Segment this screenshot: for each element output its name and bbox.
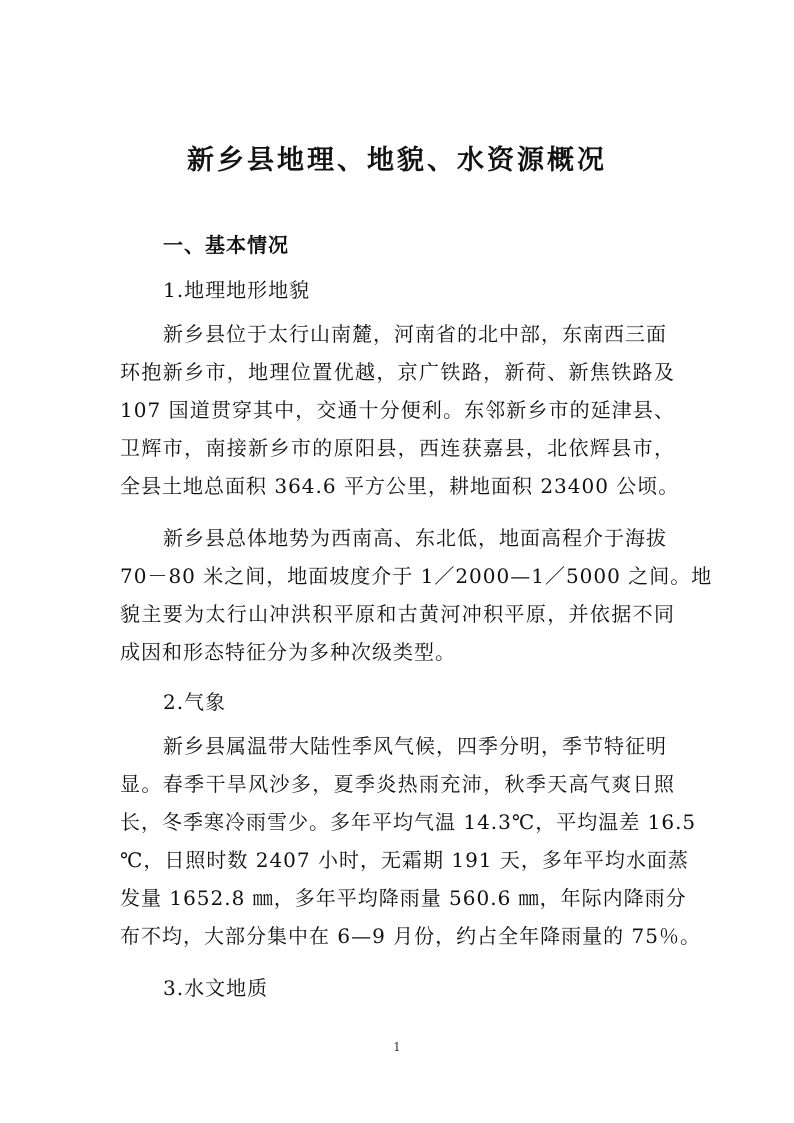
paragraph-line: 貌主要为太行山冲洪积平原和古黄河冲积平原，并依据不同: [120, 602, 675, 626]
document-title: 新乡县地理、地貌、水资源概况: [187, 145, 607, 176]
paragraph-line: 显。春季干旱风沙多，夏季炎热雨充沛，秋季天高气爽日照: [120, 772, 675, 796]
paragraph-line: 长，冬季寒冷雨雪少。多年平均气温 14.3℃，平均温差 16.5: [120, 810, 697, 834]
paragraph-line: 卫辉市，南接新乡市的原阳县，西连获嘉县，北依辉县市，: [120, 436, 675, 460]
paragraph-line: 布不均，大部分集中在 6—9 月份，约占全年降雨量的 75％。: [120, 924, 701, 948]
subheading-hydrogeology: 3.水文地质: [163, 976, 269, 1000]
paragraph-line: ℃，日照时数 2407 小时，无霜期 191 天，多年平均水面蒸: [120, 848, 689, 872]
paragraph-line: 全县土地总面积 364.6 平方公里，耕地面积 23400 公顷。: [120, 474, 680, 498]
paragraph-line: 70－80 米之间，地面坡度介于 1／2000—1／5000 之间。地: [120, 564, 713, 588]
paragraph-line: 发量 1652.8 ㎜，多年平均降雨量 560.6 ㎜，年际内降雨分: [120, 886, 687, 910]
paragraph-line: 环抱新乡市，地理位置优越，京广铁路，新荷、新焦铁路及: [120, 360, 675, 384]
page-number: 1: [393, 1040, 401, 1054]
section-heading-basic-info: 一、基本情况: [163, 233, 289, 257]
paragraph-line: 107 国道贯穿其中，交通十分便利。东邻新乡市的延津县、: [120, 398, 675, 422]
subheading-geography: 1.地理地形地貌: [163, 278, 311, 302]
paragraph-line: 成因和形态特征分为多种次级类型。: [120, 640, 456, 664]
paragraph-line: 新乡县位于太行山南麓，河南省的北中部，东南西三面: [163, 322, 667, 346]
paragraph-line: 新乡县属温带大陆性季风气候，四季分明，季节特征明: [163, 734, 667, 758]
subheading-climate: 2.气象: [163, 690, 227, 714]
paragraph-line: 新乡县总体地势为西南高、东北低，地面高程介于海拔: [163, 526, 667, 550]
